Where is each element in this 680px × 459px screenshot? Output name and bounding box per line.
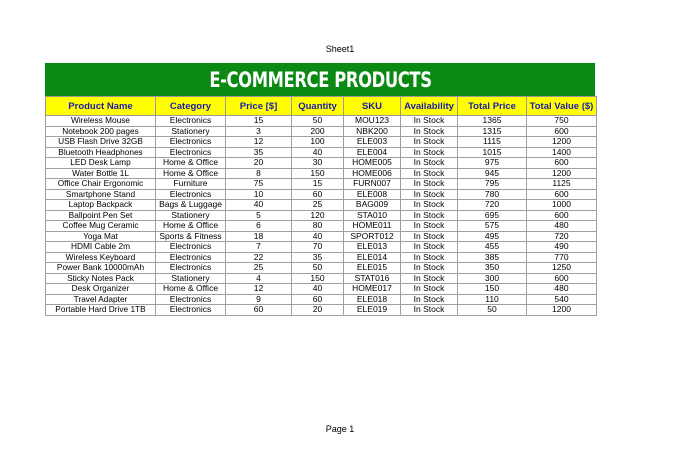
table-cell[interactable]: 455	[458, 242, 527, 253]
table-cell[interactable]: Water Bottle 1L	[46, 168, 156, 179]
table-cell[interactable]: 12	[226, 284, 292, 295]
table-cell[interactable]: 50	[292, 116, 344, 127]
table-cell[interactable]: 60	[226, 305, 292, 316]
table-cell[interactable]: 80	[292, 221, 344, 232]
table-cell[interactable]: LED Desk Lamp	[46, 158, 156, 169]
table-cell[interactable]: 60	[292, 294, 344, 305]
table-cell[interactable]: 15	[292, 179, 344, 190]
sheet-title: E-COMMERCE PRODUCTS	[208, 67, 432, 92]
table-cell[interactable]: 75	[226, 179, 292, 190]
table-cell[interactable]: In Stock	[401, 221, 458, 232]
table-row	[46, 221, 597, 232]
table-cell[interactable]: 25	[292, 200, 344, 211]
table-cell[interactable]: In Stock	[401, 210, 458, 221]
table-cell[interactable]: 40	[292, 231, 344, 242]
table-cell[interactable]: Stationery	[156, 126, 226, 137]
table-cell[interactable]: 4	[226, 273, 292, 284]
table-cell[interactable]: 575	[458, 221, 527, 232]
table-row	[46, 231, 597, 242]
table-cell[interactable]: ELE018	[344, 294, 401, 305]
table-cell[interactable]: 40	[292, 284, 344, 295]
table-cell[interactable]: In Stock	[401, 242, 458, 253]
table-cell[interactable]: 20	[292, 305, 344, 316]
table-cell[interactable]: Electronics	[156, 305, 226, 316]
table-cell[interactable]: 750	[527, 116, 597, 127]
table-cell[interactable]: ELE014	[344, 252, 401, 263]
table-row	[46, 242, 597, 253]
table-cell[interactable]: 540	[527, 294, 597, 305]
table-cell[interactable]: 720	[527, 231, 597, 242]
table-cell[interactable]: ELE019	[344, 305, 401, 316]
table-cell[interactable]: 9	[226, 294, 292, 305]
table-cell[interactable]: Electronics	[156, 147, 226, 158]
column-header: Price [$]	[226, 97, 292, 116]
table-row	[46, 263, 597, 274]
table-cell[interactable]: STA010	[344, 210, 401, 221]
table-cell[interactable]: Electronics	[156, 137, 226, 148]
table-cell[interactable]: Power Bank 10000mAh	[46, 263, 156, 274]
table-cell[interactable]: 1315	[458, 126, 527, 137]
table-cell[interactable]: 1015	[458, 147, 527, 158]
table-cell[interactable]: USB Flash Drive 32GB	[46, 137, 156, 148]
title-banner	[45, 63, 595, 96]
table-cell[interactable]: Yoga Mat	[46, 231, 156, 242]
table-row	[46, 210, 597, 221]
table-cell[interactable]: 25	[226, 263, 292, 274]
table-cell[interactable]: 770	[527, 252, 597, 263]
column-header: Total Value ($)	[527, 97, 597, 116]
products-table	[45, 96, 597, 316]
table-cell[interactable]: 40	[292, 147, 344, 158]
table-cell[interactable]: In Stock	[401, 294, 458, 305]
table-cell[interactable]: ELE008	[344, 189, 401, 200]
table-row	[46, 116, 597, 127]
table-cell[interactable]: 150	[292, 168, 344, 179]
table-cell[interactable]: Furniture	[156, 179, 226, 190]
table-cell[interactable]: In Stock	[401, 168, 458, 179]
table-cell[interactable]: Electronics	[156, 116, 226, 127]
table-cell[interactable]: 600	[527, 189, 597, 200]
table-cell[interactable]: 6	[226, 221, 292, 232]
table-cell[interactable]: Sports & Fitness	[156, 231, 226, 242]
table-cell[interactable]: Wireless Keyboard	[46, 252, 156, 263]
table-cell[interactable]: Portable Hard Drive 1TB	[46, 305, 156, 316]
table-cell[interactable]: STAT016	[344, 273, 401, 284]
table-cell[interactable]: 1200	[527, 137, 597, 148]
table-cell[interactable]: 22	[226, 252, 292, 263]
table-cell[interactable]: Bluetooth Headphones	[46, 147, 156, 158]
table-cell[interactable]: 7	[226, 242, 292, 253]
table-cell[interactable]: 100	[292, 137, 344, 148]
table-cell[interactable]: HDMI Cable 2m	[46, 242, 156, 253]
table-cell[interactable]: Home & Office	[156, 168, 226, 179]
table-row	[46, 126, 597, 137]
table-row	[46, 158, 597, 169]
table-cell[interactable]: 35	[292, 252, 344, 263]
table-cell[interactable]: In Stock	[401, 158, 458, 169]
table-cell[interactable]: In Stock	[401, 305, 458, 316]
table-cell[interactable]: 600	[527, 273, 597, 284]
table-cell[interactable]: Home & Office	[156, 221, 226, 232]
table-cell[interactable]: Laptop Backpack	[46, 200, 156, 211]
table-cell[interactable]: Electronics	[156, 242, 226, 253]
table-cell[interactable]: 15	[226, 116, 292, 127]
table-cell[interactable]: 945	[458, 168, 527, 179]
column-header: Availability	[401, 97, 458, 116]
table-cell[interactable]: ELE004	[344, 147, 401, 158]
table-row	[46, 305, 597, 316]
table-row	[46, 200, 597, 211]
table-cell[interactable]: 5	[226, 210, 292, 221]
table-row	[46, 147, 597, 158]
table-cell[interactable]: MOU123	[344, 116, 401, 127]
table-cell[interactable]: In Stock	[401, 263, 458, 274]
table-cell[interactable]: In Stock	[401, 231, 458, 242]
table-cell[interactable]: HOME006	[344, 168, 401, 179]
table-row	[46, 284, 597, 295]
table-row	[46, 168, 597, 179]
table-cell[interactable]: Electronics	[156, 294, 226, 305]
table-cell[interactable]: In Stock	[401, 147, 458, 158]
table-cell[interactable]: 30	[292, 158, 344, 169]
table-cell[interactable]: BAG009	[344, 200, 401, 211]
column-header: SKU	[344, 97, 401, 116]
table-cell[interactable]: 40	[226, 200, 292, 211]
table-cell[interactable]: HOME017	[344, 284, 401, 295]
table-cell[interactable]: 1250	[527, 263, 597, 274]
table-cell[interactable]: 1365	[458, 116, 527, 127]
table-cell[interactable]: Desk Organizer	[46, 284, 156, 295]
table-row	[46, 179, 597, 190]
table-row	[46, 137, 597, 148]
table-cell[interactable]: HOME005	[344, 158, 401, 169]
table-cell[interactable]: 1000	[527, 200, 597, 211]
column-header: Product Name	[46, 97, 156, 116]
table-cell[interactable]: Home & Office	[156, 158, 226, 169]
table-cell[interactable]: 480	[527, 284, 597, 295]
table-cell[interactable]: 8	[226, 168, 292, 179]
table-row	[46, 189, 597, 200]
table-cell[interactable]: In Stock	[401, 273, 458, 284]
table-cell[interactable]: 1125	[527, 179, 597, 190]
table-cell[interactable]: In Stock	[401, 189, 458, 200]
table-cell[interactable]: 1200	[527, 305, 597, 316]
table-cell[interactable]: 795	[458, 179, 527, 190]
table-cell[interactable]: ELE013	[344, 242, 401, 253]
table-cell[interactable]: 975	[458, 158, 527, 169]
table-cell[interactable]: In Stock	[401, 284, 458, 295]
table-cell[interactable]: Sticky Notes Pack	[46, 273, 156, 284]
column-header: Total Price	[458, 97, 527, 116]
table-cell[interactable]: In Stock	[401, 126, 458, 137]
table-cell[interactable]: 600	[527, 158, 597, 169]
table-body	[46, 116, 597, 316]
table-cell[interactable]: 110	[458, 294, 527, 305]
table-cell[interactable]: 600	[527, 210, 597, 221]
table-cell[interactable]: Smartphone Stand	[46, 189, 156, 200]
table-cell[interactable]: 60	[292, 189, 344, 200]
table-cell[interactable]: ELE003	[344, 137, 401, 148]
table-cell[interactable]: 120	[292, 210, 344, 221]
table-cell[interactable]: 200	[292, 126, 344, 137]
table-cell[interactable]: Travel Adapter	[46, 294, 156, 305]
table-cell[interactable]: 600	[527, 126, 597, 137]
page-number: Page 1	[325, 424, 355, 434]
table-cell[interactable]: 150	[458, 284, 527, 295]
table-cell[interactable]: NBK200	[344, 126, 401, 137]
table-cell[interactable]: 70	[292, 242, 344, 253]
table-cell[interactable]: 720	[458, 200, 527, 211]
table-cell[interactable]: In Stock	[401, 200, 458, 211]
table-cell[interactable]: Notebook 200 pages	[46, 126, 156, 137]
table-cell[interactable]: 495	[458, 231, 527, 242]
table-row	[46, 273, 597, 284]
table-row	[46, 294, 597, 305]
table-cell[interactable]: Coffee Mug Ceramic	[46, 221, 156, 232]
table-cell[interactable]: 10	[226, 189, 292, 200]
table-cell[interactable]: 3	[226, 126, 292, 137]
table-cell[interactable]: FURN007	[344, 179, 401, 190]
table-cell[interactable]: 780	[458, 189, 527, 200]
table-cell[interactable]: HOME011	[344, 221, 401, 232]
table-cell[interactable]: ELE015	[344, 263, 401, 274]
table-cell[interactable]: Stationery	[156, 273, 226, 284]
table-cell[interactable]: Office Chair Ergonomic	[46, 179, 156, 190]
table-cell[interactable]: Electronics	[156, 263, 226, 274]
table-cell[interactable]: Electronics	[156, 252, 226, 263]
table-cell[interactable]: Electronics	[156, 189, 226, 200]
header-row	[46, 97, 597, 116]
table-cell[interactable]: 50	[292, 263, 344, 274]
table-cell[interactable]: 1400	[527, 147, 597, 158]
table-cell[interactable]: 1115	[458, 137, 527, 148]
table-cell[interactable]: 695	[458, 210, 527, 221]
table-cell[interactable]: 385	[458, 252, 527, 263]
table-cell[interactable]: Wireless Mouse	[46, 116, 156, 127]
table-cell[interactable]: 300	[458, 273, 527, 284]
table-cell[interactable]: Stationery	[156, 210, 226, 221]
table-cell[interactable]: 1200	[527, 168, 597, 179]
table-cell[interactable]: 12	[226, 137, 292, 148]
table-cell[interactable]: 150	[292, 273, 344, 284]
table-cell[interactable]: In Stock	[401, 137, 458, 148]
table-cell[interactable]: In Stock	[401, 179, 458, 190]
table-row	[46, 252, 597, 263]
table-cell[interactable]: 50	[458, 305, 527, 316]
table-cell[interactable]: 490	[527, 242, 597, 253]
table-cell[interactable]: 18	[226, 231, 292, 242]
table-cell[interactable]: 350	[458, 263, 527, 274]
column-header: Category	[156, 97, 226, 116]
table-cell[interactable]: SPORT012	[344, 231, 401, 242]
column-header: Quantity	[292, 97, 344, 116]
table-cell[interactable]: 35	[226, 147, 292, 158]
table-cell[interactable]: 480	[527, 221, 597, 232]
table-cell[interactable]: Ballpoint Pen Set	[46, 210, 156, 221]
sheet-name: Sheet1	[325, 44, 355, 54]
table-cell[interactable]: In Stock	[401, 116, 458, 127]
table-cell[interactable]: In Stock	[401, 252, 458, 263]
table-cell[interactable]: Bags & Luggage	[156, 200, 226, 211]
table-cell[interactable]: Home & Office	[156, 284, 226, 295]
table-cell[interactable]: 20	[226, 158, 292, 169]
